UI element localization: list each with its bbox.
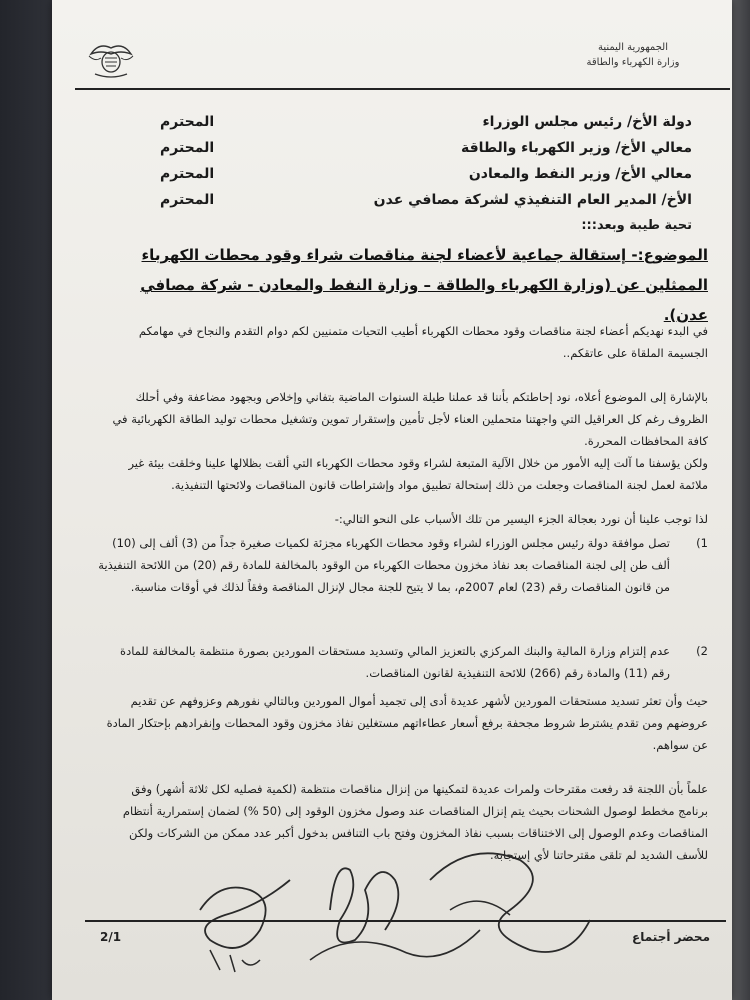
- letterhead-ministry: وزارة الكهرباء والطاقة: [586, 57, 680, 68]
- subject: [95, 240, 708, 330]
- letterhead: [558, 40, 708, 70]
- addressee-title: المحترم: [160, 166, 215, 182]
- footer-divider: [85, 920, 726, 922]
- subject-line-2: الممثلين عن (وزارة الكهرباء والطاقة – وزارة النفط والمعادن - شركة مصافي عدن).: [140, 276, 708, 324]
- list-item-number: 2): [696, 644, 708, 658]
- yemen-emblem-icon: [85, 40, 137, 80]
- paragraph-intro: في البدء نهديكم أعضاء لجنة مناقصات وقود محطات الكهرباء أطيب التحيات متمنيين لكم دوام التقدم والنجاح في مهامكم الجسيمة الملقاة على عاتقكم..: [138, 324, 708, 360]
- footer-label: محضر أجتماع: [632, 930, 710, 944]
- letterhead-country: الجمهورية اليمنية: [597, 42, 668, 53]
- list-item-text: عدم إلتزام وزارة المالية والبنك المركزي بالتعزيز المالي وتسديد مستحقات الموردين بصورة منتظمة بالمخالفة للمادة رقم (11) والمادة رقم (266) للائحة التنفيذية لقانون المناقصات.: [120, 644, 670, 680]
- addressee-title: المحترم: [160, 140, 215, 156]
- addressee-name: معالي الأخ/ وزير الكهرباء والطاقة: [460, 140, 692, 156]
- page-number: 2/1: [100, 930, 122, 944]
- addressee-title: المحترم: [160, 192, 215, 208]
- addressee-title: المحترم: [160, 114, 215, 130]
- paragraph-reference: بالإشارة إلى الموضوع أعلاه، نود إحاطتكم بأننا قد عملنا طيلة السنوات الماضية بتفاني وإخلاص وبجهود مضاعفة وفي أحلك الظروف رغم كل العراقيل التي واجهتنا متحملين العناء لأجل تأمين وإستقرار تموين وتشغيل محطات توليد الطاقة الكهربائية في كافة المحافظات المحررة.: [112, 390, 708, 448]
- addressee-name: الأخ/ المدير العام التنفيذي لشركة مصافي عدن: [373, 192, 692, 208]
- list-item-text: تصل موافقة دولة رئيس مجلس الوزراء لشراء وقود محطات الكهرباء مجزئة لكميات صغيرة جداً من (3) ألف إلى (10) ألف طن إلى لجنة المناقصات بعد نفاذ مخزون محطات الكهرباء من الوقود بالمخالفة للمادة رقم (20) من اللائحة التنفيذية من قانون المناقصات رقم (23) لعام 2007م، بما لا يتيح للجنة مجال لإنزال المناقصة وفقاً لذلك في أوقات مناسبة.: [98, 536, 670, 594]
- signatures-graphic: [180, 820, 600, 1000]
- list-item-number: 1): [696, 536, 708, 550]
- paragraph-regret: ولكن يؤسفنا ما آلت إليه الأمور من خلال الآلية المتبعة لشراء وقود محطات الكهرباء التي ألقت بظلالها علينا وخلقت بيئة غير ملائمة لعمل لجنة المناقصات وجعلت من ذلك إستحالة تطبيق مواد وإشتراطات قانون المناقصات ولائحتها التنفيذية.: [128, 456, 708, 492]
- subject-line-1: الموضوع:- إستقالة جماعية لأعضاء لجنة مناقصات شراء وقود محطات الكهرباء: [141, 246, 708, 264]
- list-item: [98, 640, 708, 684]
- addressee-row: [0, 192, 750, 216]
- addressee-name: معالي الأخ/ وزير النفط والمعادن: [468, 166, 692, 182]
- addressee-row: [0, 166, 750, 190]
- addressee-name: دولة الأخ/ رئيس مجلس الوزراء: [482, 114, 692, 130]
- paragraph-proposals: علماً بأن اللجنة قد رفعت مقترحات ولمرات عديدة لتمكينها من إنزال مناقصات منتظمة (لكمية فصليه لكل ثلاثة أشهر) وفق برنامج مخطط لوصول الشحنات بحيث يتم إنزال المناقصات عند وصول مخزون الوقود إلى (50 %) لضمان إستمرارية أنتظام المناقصات وعدم الوصول إلى الاختناقات بسبب نفاذ المخزون وفتح باب التنافس بدخول أكبر عدد ممكن من الشركات ولكن للأسف الشديد لم تلقى مقترحاتنا لأي إستجابة.: [122, 782, 708, 862]
- paragraph-reasons-intro: لذا توجب علينا أن نورد بعجالة الجزء اليسير من تلك الأسباب على النحو التالي:-: [334, 512, 708, 526]
- addressee-row: [0, 140, 750, 164]
- addressee-row: [0, 114, 750, 138]
- header-divider: [75, 88, 730, 90]
- list-item: [98, 532, 708, 598]
- paragraph-supplier-payments: حيث وأن تعثر تسديد مستحقات الموردين لأشهر عديدة أدى إلى تجميد أموال الموردين وبالتالي نفورهم وعزوفهم عن تقديم عروضهم ومن تقدم يشترط شروط مجحفة برفع أسعار عطاءاتهم مستغلين نفاذ مخزون وقود المحطات وإنفرادهم بإحتكار المادة عن سواهم.: [106, 694, 708, 752]
- greeting: تحية طيبة وبعد:::: [581, 218, 692, 233]
